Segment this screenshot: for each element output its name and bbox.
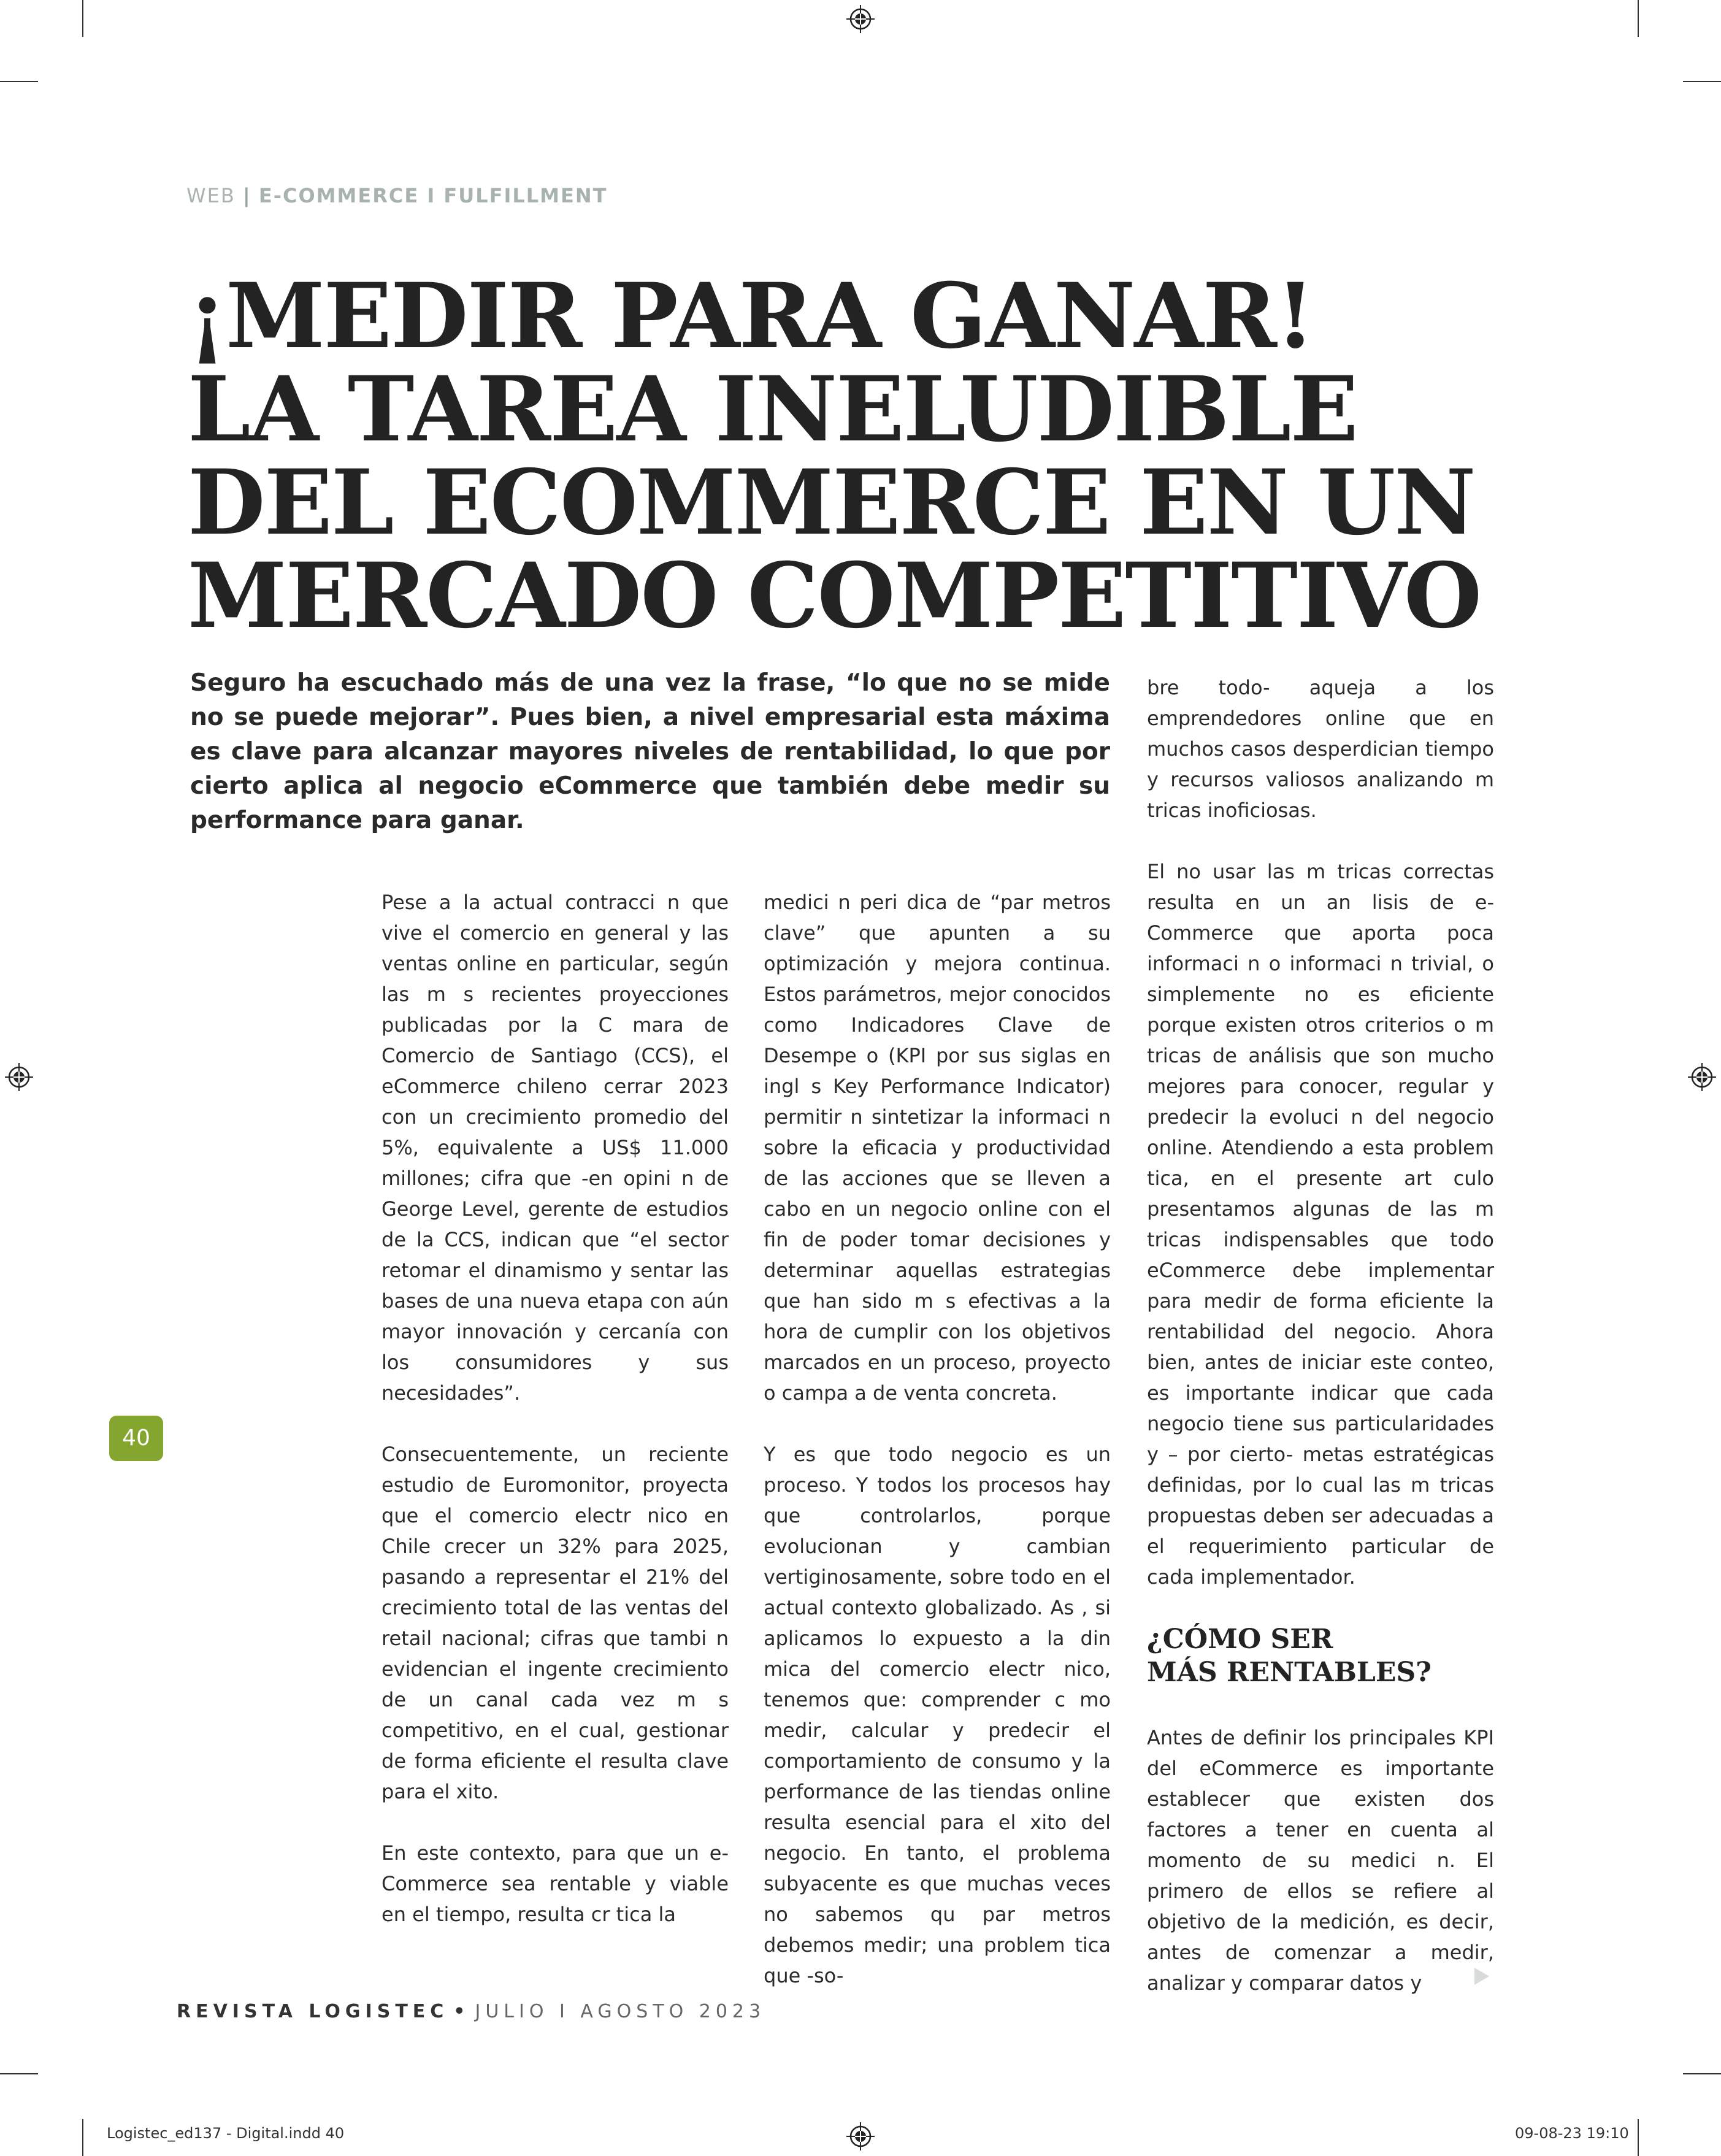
headline-line: DEL ECOMMERCE EN UN bbox=[188, 450, 1475, 555]
body-column-1 bbox=[381, 887, 729, 1930]
next-page-arrow-icon[interactable] bbox=[1474, 1968, 1489, 1985]
body-paragraph: En este contexto, para que un e-Commerce sea rentable y viable en el tiempo, resulta cr tica la bbox=[381, 1841, 729, 1926]
body-column-3 bbox=[1147, 672, 1494, 1998]
crop-mark bbox=[1683, 81, 1721, 82]
magazine-name: REVISTA LOGISTEC bbox=[177, 2001, 449, 2022]
registration-mark-icon bbox=[846, 2122, 875, 2150]
registration-mark-icon bbox=[1688, 1063, 1716, 1091]
section-topics: E-COMMERCE I FULFILLMENT bbox=[258, 184, 608, 207]
subheading-line: MÁS RENTABLES? bbox=[1147, 1657, 1432, 1688]
section-separator: | bbox=[242, 184, 251, 207]
crop-mark bbox=[0, 81, 38, 82]
print-slug-file: Logistec_ed137 - Digital.indd 40 bbox=[107, 2125, 345, 2142]
crop-mark bbox=[1638, 0, 1639, 37]
page-number-badge: 40 bbox=[109, 1416, 163, 1461]
crop-mark bbox=[82, 0, 83, 37]
headline-line: MERCADO COMPETITIVO bbox=[188, 543, 1481, 648]
body-paragraph: bre todo- aqueja a los emprendedores online que en muchos casos desperdician tiempo y recursos valiosos analizando m tricas inoficiosas. bbox=[1147, 676, 1494, 822]
body-paragraph: Consecuentemente, un reciente estudio de Euromonitor, proyecta que el comercio electr nico en Chile crecer un 32% para 2025, pasando a representar el 21% del crecimiento total de las ventas del retail nacional; cifras que tambi n evidencian el ingente crecimiento de un canal cada vez m s competitivo, en el cual, gestionar de forma eficiente el resulta clave para el xito. bbox=[381, 1443, 729, 1803]
magazine-footer bbox=[177, 2001, 765, 2022]
crop-mark bbox=[1638, 2119, 1639, 2156]
section-category: WEB bbox=[186, 184, 236, 207]
body-column-2 bbox=[764, 887, 1111, 1991]
body-paragraph: Y es que todo negocio es un proceso. Y todos los procesos hay que controlarlos, porque evolucionan y cambian vertiginosamente, sobre todo en el actual contexto globalizado. As , si aplicamos lo expuesto a la din mica del comercio electr nico, tenemos que: comprender c mo medir, calcular y predecir el comportamiento de consumo y la performance de las tiendas online resulta esencial para el xito del negocio. En tanto, el problema subyacente es que muchas veces no sabemos qu par metros debemos medir; una problem tica que -so- bbox=[764, 1443, 1111, 1987]
crop-mark bbox=[0, 2073, 38, 2074]
crop-mark bbox=[82, 2119, 83, 2156]
subheading-line: ¿CÓMO SER bbox=[1147, 1624, 1333, 1655]
body-paragraph: El no usar las m tricas correctas resulta en un an lisis de e-Commerce que aporta poca informaci n o informaci n trivial, o simplemente no es eficiente porque existen otros criterios o m tricas de análisis que son mucho mejores para conocer, regular y predecir la evoluci n del negocio online. Atendiendo a esta problem tica, en el presente art culo presentamos algunas de las m tricas indispensables que todo eCommerce debe implementar para medir de forma eficiente la rentabilidad del negocio. Ahora bien, antes de iniciar este conteo, es importante indicar que cada negocio tiene sus particularidades y – por cierto- metas estratégicas definidas, por lo cual las m tricas propuestas deben ser adecuadas a el requerimiento particular de cada implementador. bbox=[1147, 860, 1494, 1589]
article-lead: Seguro ha escuchado más de una vez la frase, “lo que no se mide no se puede mejorar”. Pues bien, a nivel empresarial esta máxima es clave para alcanzar mayores niveles de rentabilidad, lo que por cierto aplica al negocio eCommerce que también debe medir su performance para ganar. bbox=[190, 669, 1110, 834]
registration-mark-icon bbox=[846, 5, 875, 33]
body-paragraph: Pese a la actual contracci n que vive el comercio en general y las ventas online en particular, según las m s recientes proyecciones publicadas por la C mara de Comercio de Santiago (CCS), el eCommerce chileno cerrar 2023 con un crecimiento promedio del 5%, equivalente a US$ 11.000 millones; cifra que -en opini n de George Level, gerente de estudios de la CCS, indican que “el sector retomar el dinamismo y sentar las bases de una nueva etapa con aún mayor innovación y cercanía con los consumidores y sus necesidades”. bbox=[381, 891, 729, 1405]
issue-date: JULIO I AGOSTO 2023 bbox=[475, 2001, 766, 2022]
headline-line: LA TAREA INELUDIBLE bbox=[188, 357, 1357, 462]
registration-mark-icon bbox=[5, 1063, 33, 1091]
article-headline bbox=[188, 264, 1611, 648]
headline-line: ¡MEDIR PARA GANAR! bbox=[188, 264, 1314, 369]
footer-bullet: • bbox=[453, 2001, 470, 2022]
body-paragraph: Antes de definir los principales KPI del eCommerce es importante establecer que existen dos factores a tener en cuenta al momento de su medici n. El primero de ellos se refiere al objetivo de la medición, es decir, antes de comenzar a medir, analizar y comparar datos y bbox=[1147, 1726, 1494, 1995]
section-tag bbox=[186, 184, 607, 207]
print-slug-timestamp: 09-08-23 19:10 bbox=[1515, 2125, 1629, 2142]
crop-mark bbox=[1683, 2073, 1721, 2074]
body-paragraph: medici n peri dica de “par metros clave” que apunten a su optimización y mejora continua. Estos parámetros, mejor conocidos como Indicadores Clave de Desempe o (KPI por sus siglas en ingl s Key Performance Indicator) permitir n sintetizar la informaci n sobre la eficacia y productividad de las acciones que se lleven a cabo en un negocio online con el fin de poder tomar decisiones y determinar aquellas estrategias que han sido m s efectivas a la hora de cumplir con los objetivos marcados en un proceso, proyecto o campa a de venta concreta. bbox=[764, 891, 1111, 1405]
section-subheading bbox=[1147, 1623, 1494, 1689]
